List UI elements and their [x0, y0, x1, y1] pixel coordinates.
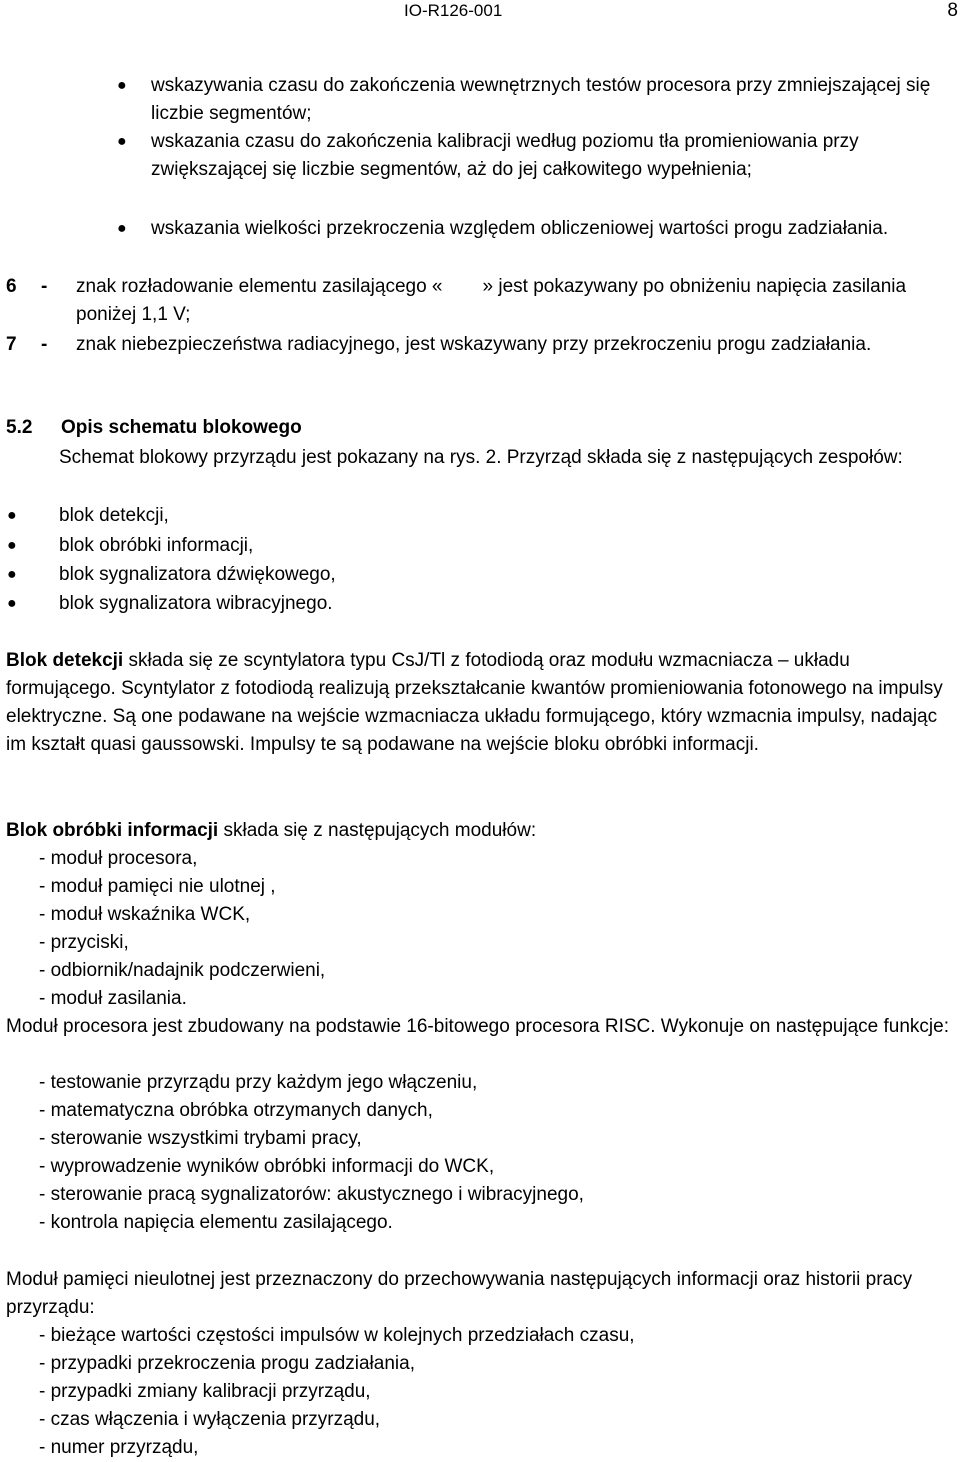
- detection-block-paragraph: Blok detekcji składa się ze scyntylatora typu CsJ/Tl z fotodiodą oraz modułu wzmacniacza – układu formującego. Scyntylator z fotodiodą realizują przekształcanie kwantów promieniowania fotonowego na impulsy elektryczne. Są one podawane na wejście wzmacniacza układu formującego, który wzmacnia impulsy, nadając im kształt quasi gaussowski. Impulsy te są podawane na wejście bloku obróbki informacji.: [6, 650, 943, 755]
- bullet-icon: ●: [117, 77, 127, 94]
- item-number: 6: [6, 276, 17, 297]
- cpu-function-item: - matematyczna obróbka otrzymanych danych,: [39, 1100, 433, 1121]
- unit-item: ● blok sygnalizatora dźwiękowego,: [59, 561, 336, 589]
- top-bullet-1: ● wskazywania czasu do zakończenia wewnętrznych testów procesora przy zmniejszającej się liczbie segmentów;: [151, 72, 956, 128]
- bullet-icon: ●: [7, 507, 17, 524]
- cpu-function-item: - wyprowadzenie wyników obróbki informacji do WCK,: [39, 1156, 495, 1177]
- item-text: znak niebezpieczeństwa radiacyjnego, jest wskazywany przy przekroczeniu progu zadziałania.: [76, 334, 872, 355]
- cpu-function-item: - testowanie przyrządu przy każdym jego włączeniu,: [39, 1072, 478, 1093]
- item-number: 7: [6, 334, 17, 355]
- unit-item: ● blok obróbki informacji,: [59, 532, 253, 560]
- bullet-icon: ●: [117, 133, 127, 150]
- memory-item: - bieżące wartości częstości impulsów w kolejnych przedziałach czasu,: [39, 1325, 635, 1346]
- bullet-icon: ●: [7, 537, 17, 554]
- section-title: Opis schematu blokowego: [61, 417, 302, 438]
- module-item: - moduł procesora,: [39, 848, 198, 869]
- page-number: 8: [947, 0, 958, 21]
- module-item: - przyciski,: [39, 932, 129, 953]
- memory-item: - przypadki zmiany kalibracji przyrządu,: [39, 1381, 371, 1402]
- memory-item: - czas włączenia i wyłączenia przyrządu,: [39, 1409, 381, 1430]
- intro-paragraph: Schemat blokowy przyrządu jest pokazany na rys. 2. Przyrząd składa się z następujących zespołów:: [59, 447, 903, 468]
- unit-item: ● blok sygnalizatora wibracyjnego.: [59, 590, 333, 618]
- processing-block-paragraph: Blok obróbki informacji składa się z następujących modułów:: [6, 820, 537, 841]
- top-bullet-3: ● wskazania wielkości przekroczenia względem obliczeniowej wartości progu zadziałania.: [151, 215, 956, 243]
- cpu-function-item: - sterowanie pracą sygnalizatorów: akustycznego i wibracyjnego,: [39, 1184, 584, 1205]
- memory-paragraph: Moduł pamięci nieulotnej jest przeznaczony do przechowywania następujących informacji oraz historii pracy przyrządu:: [6, 1269, 913, 1318]
- module-item: - odbiornik/nadajnik podczerwieni,: [39, 960, 326, 981]
- item-dash: -: [41, 276, 48, 297]
- document-code: IO-R126-001: [404, 1, 503, 20]
- memory-item: - numer przyrządu,: [39, 1437, 199, 1458]
- section-number: 5.2: [6, 417, 33, 438]
- bullet-icon: ●: [7, 595, 17, 612]
- memory-item: - przypadki przekroczenia progu zadziałania,: [39, 1353, 415, 1374]
- item-dash: -: [41, 334, 48, 355]
- section-heading: [6, 414, 302, 442]
- cpu-function-item: - kontrola napięcia elementu zasilającego.: [39, 1212, 393, 1233]
- module-item: - moduł zasilania.: [39, 988, 187, 1009]
- unit-item: ● blok detekcji,: [59, 502, 169, 530]
- bullet-icon: ●: [7, 566, 17, 583]
- top-bullet-2: ● wskazania czasu do zakończenia kalibracji według poziomu tła promieniowania przy zwiększającej się liczbie segmentów, aż do jej całkowitego wypełnienia;: [151, 128, 956, 184]
- bullet-icon: ●: [117, 220, 127, 237]
- module-item: - moduł pamięci nie ulotnej ,: [39, 876, 276, 897]
- cpu-paragraph: Moduł procesora jest zbudowany na podstawie 16-bitowego procesora RISC. Wykonuje on następujące funkcje:: [6, 1016, 949, 1037]
- item-text: znak rozładowanie elementu zasilającego « » jest pokazywany po obniżeniu napięcia zasilania poniżej 1,1 V;: [76, 276, 907, 325]
- cpu-function-item: - sterowanie wszystkimi trybami pracy,: [39, 1128, 362, 1149]
- module-item: - moduł wskaźnika WCK,: [39, 904, 251, 925]
